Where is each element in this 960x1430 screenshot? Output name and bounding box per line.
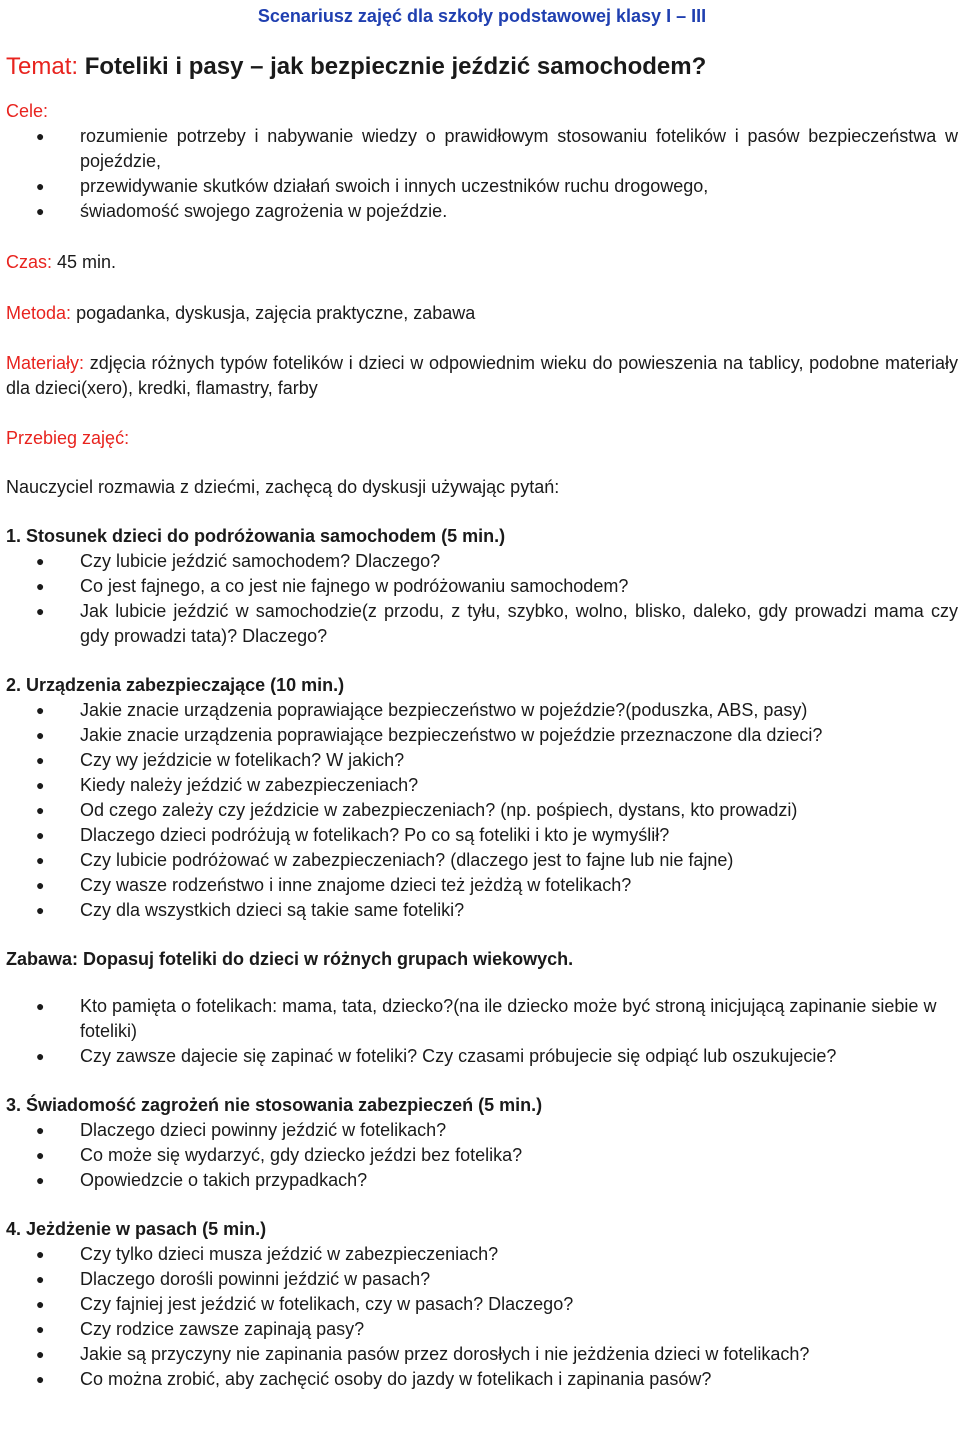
list-item: ● Czy wy jeździcie w fotelikach? W jakich? [6,748,958,773]
bullet-icon: ● [36,827,45,843]
list-item: ● Czy lubicie jeździć samochodem? Dlaczego? [6,549,958,574]
time-line [6,250,958,275]
topic-label: Temat: [6,53,79,80]
method-line [6,301,958,326]
game-section [6,947,958,1069]
section-4 [6,1217,958,1392]
section-4-list [6,1242,958,1392]
bullet-icon: ● [36,877,45,893]
goals-section [6,99,958,224]
topic-text: Foteliki i pasy – jak bezpiecznie jeździć samochodem? [84,53,707,80]
list-item: ● Co można zrobić, aby zachęcić osoby do jazdy w fotelikach i zapinania pasów? [6,1367,958,1392]
time-text: 45 min. [57,252,117,272]
bullet-icon: ● [36,603,45,619]
bullet-icon: ● [36,727,45,743]
list-item: ● Kiedy należy jeździć w zabezpieczeniach? [6,773,958,798]
materials-text: zdjęcia różnych typów fotelików i dzieci w odpowiednim wieku do powieszenia na tablicy, podobne materiały dla dzieci(xero), kredki, flamastry, farby [6,353,958,398]
list-item: ● świadomość swojego zagrożenia w pojeździe. [6,199,958,224]
section-1 [6,524,958,649]
topic-line [6,53,958,81]
list-item: ● Jakie znacie urządzenia poprawiające bezpieczeństwo w pojeździe przeznaczone dla dzieci? [6,723,958,748]
bullet-icon: ● [36,1346,45,1362]
list-item: ● Dlaczego dzieci podróżują w fotelikach? Po co są foteliki i kto je wymyślił? [6,823,958,848]
time-label: Czas: [6,252,53,272]
list-item: ● Czy wasze rodzeństwo i inne znajome dzieci też jeżdżą w fotelikach? [6,873,958,898]
section-2-list [6,698,958,923]
document-page [6,6,958,1392]
bullet-icon: ● [36,852,45,868]
bullet-icon: ● [36,1271,45,1287]
bullet-icon: ● [36,1147,45,1163]
section-1-list [6,549,958,649]
list-item: ● Co jest fajnego, a co jest nie fajnego w podróżowaniu samochodem? [6,574,958,599]
section-2 [6,673,958,923]
list-item: ● Jakie są przyczyny nie zapinania pasów przez dorosłych i nie jeżdżenia dzieci w fotelikach? [6,1342,958,1367]
list-item: ● Jak lubicie jeździć w samochodzie(z przodu, z tyłu, szybko, wolno, blisko, daleko, gdy prowadzi mama czy gdy prowadzi tata)? Dlaczego? [36,601,958,646]
bullet-icon: ● [36,777,45,793]
bullet-icon: ● [36,553,45,569]
method-text: pogadanka, dyskusja, zajęcia praktyczne, zabawa [76,303,476,323]
goals-list [6,124,958,224]
list-item: ● Czy tylko dzieci musza jeździć w zabezpieczeniach? [6,1242,958,1267]
materials-paragraph [6,351,958,401]
document-header [6,6,958,27]
list-item: ● przewidywanie skutków działań swoich i innych uczestników ruchu drogowego, [6,174,958,199]
list-item: ● Czy rodzice zawsze zapinają pasy? [6,1317,958,1342]
section-3-title: 3. Świadomość zagrożeń nie stosowania zabezpieczeń (5 min.) [6,1095,543,1115]
bullet-icon: ● [36,1172,45,1188]
bullet-icon: ● [36,1048,45,1064]
list-item: ● Czy fajniej jest jeździć w fotelikach, czy w pasach? Dlaczego? [6,1292,958,1317]
bullet-icon: ● [36,1321,45,1337]
list-item: ● Czy zawsze dajecie się zapinać w foteliki? Czy czasami próbujecie się odpiąć lub oszukujecie? [6,1044,958,1069]
bullet-icon: ● [36,752,45,768]
list-item: ● Kto pamięta o fotelikach: mama, tata, dziecko?(na ile dziecko może być stroną inicjującą zapinanie siebie w foteliki) [36,996,937,1041]
bullet-icon: ● [36,998,45,1014]
list-item: ● Co może się wydarzyć, gdy dziecko jeździ bez fotelika? [6,1143,958,1168]
list-item: ● Dlaczego dorośli powinni jeździć w pasach? [6,1267,958,1292]
section-4-title: 4. Jeżdżenie w pasach (5 min.) [6,1219,267,1239]
bullet-icon: ● [36,1246,45,1262]
list-item: ● Opowiedzcie o takich przypadkach? [6,1168,958,1193]
list-item: ● Od czego zależy czy jeździcie w zabezpieczeniach? (np. pośpiech, dystans, kto prowadzi) [6,798,958,823]
header-text: Scenariusz zajęć dla szkoły podstawowej klasy I – III [257,6,707,26]
bullet-icon: ● [36,702,45,718]
game-list [6,994,958,1069]
list-item: ● rozumienie potrzeby i nabywanie wiedzy o prawidłowym stosowaniu fotelików i pasów bezpieczeństwa w pojeździe, [36,126,958,171]
bullet-icon: ● [36,1371,45,1387]
goals-label: Cele: [6,101,49,121]
section-1-title: 1. Stosunek dzieci do podróżowania samochodem (5 min.) [6,526,506,546]
section-2-title: 2. Urządzenia zabezpieczające (10 min.) [6,675,345,695]
bullet-icon: ● [36,1122,45,1138]
course-label: Przebieg zajęć: [6,428,130,448]
bullet-icon: ● [36,128,45,144]
bullet-icon: ● [36,178,45,194]
bullet-icon: ● [36,802,45,818]
materials-label: Materiały: [6,353,85,373]
bullet-icon: ● [36,902,45,918]
list-item: ● Dlaczego dzieci powinny jeździć w fotelikach? [6,1118,958,1143]
section-3-list [6,1118,958,1193]
game-title: Zabawa: Dopasuj foteliki do dzieci w różnych grupach wiekowych. [6,949,574,969]
intro-text: Nauczyciel rozmawia z dziećmi, zachęcą do dyskusji używając pytań: [6,477,560,497]
bullet-icon: ● [36,578,45,594]
section-3 [6,1093,958,1193]
list-item: ● Jakie znacie urządzenia poprawiające bezpieczeństwo w pojeździe?(poduszka, ABS, pasy) [6,698,958,723]
bullet-icon: ● [36,1296,45,1312]
list-item: ● Czy lubicie podróżować w zabezpieczeniach? (dlaczego jest to fajne lub nie fajne) [6,848,958,873]
bullet-icon: ● [36,203,45,219]
method-label: Metoda: [6,303,72,323]
list-item: ● Czy dla wszystkich dzieci są takie same foteliki? [6,898,958,923]
